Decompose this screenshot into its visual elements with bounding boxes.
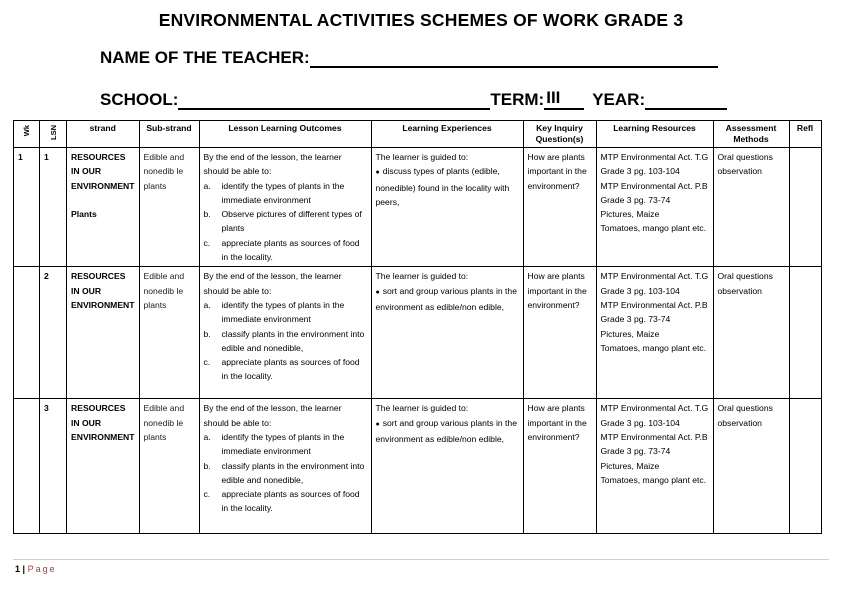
outcome-item: b. Observe pictures of different types of plants xyxy=(203,209,362,234)
outcomes-cell xyxy=(199,399,371,534)
inquiry-cell: How are plants important in the environment? xyxy=(523,148,596,267)
outcomes-cell xyxy=(199,267,371,399)
resources-cell xyxy=(596,267,713,399)
experiences-intro: The learner is guided to: xyxy=(375,403,469,414)
resource-line: Pictures, Maize xyxy=(600,460,660,471)
page-label: Page xyxy=(27,564,57,574)
reflection-cell[interactable] xyxy=(789,148,821,267)
lesson-cell: 1 xyxy=(40,148,67,267)
strand-subtitle: Plants xyxy=(71,208,97,219)
sub-strand-cell: Edible and nonedib le plants xyxy=(139,148,199,267)
outcome-item: c. appreciate plants as sources of food in the locality. xyxy=(203,237,360,263)
col-header-inquiry: Key Inquiry Question(s) xyxy=(523,121,596,148)
col-header-outcomes: Lesson Learning Outcomes xyxy=(199,121,371,148)
resource-line: Grade 3 pg. 103-104 xyxy=(600,417,680,428)
table-row xyxy=(14,148,822,267)
experiences-intro: The learner is guided to: xyxy=(375,152,469,162)
assessment-cell: Oral questions observation xyxy=(713,399,789,534)
schemes-of-work-table xyxy=(13,120,822,534)
strand-text: RESOURCES IN OUR ENVIRONMENT xyxy=(71,271,135,310)
outcomes-intro: By the end of the lesson, the learner should be able to: xyxy=(203,271,342,296)
resource-line: Grade 3 pg. 103-104 xyxy=(600,166,680,177)
experience-item: ● sort and group various plants in the environment as edible/non edible, xyxy=(376,416,519,447)
resource-line: Grade 3 pg. 73-74 xyxy=(600,446,671,457)
col-header-assessment: Assessment Methods xyxy=(713,121,789,148)
resource-line: Grade 3 pg. 73-74 xyxy=(600,314,671,325)
strand-cell xyxy=(67,267,140,399)
school-term-year-line xyxy=(100,88,727,110)
strand-cell xyxy=(67,399,140,534)
lesson-cell: 2 xyxy=(40,267,67,399)
experiences-intro: The learner is guided to: xyxy=(375,271,469,282)
teacher-label: NAME OF THE TEACHER: xyxy=(100,48,310,67)
year-label: YEAR: xyxy=(592,90,646,109)
resource-line: Pictures, Maize xyxy=(600,328,660,339)
week-cell: 1 xyxy=(14,148,40,267)
resource-line: Grade 3 pg. 103-104 xyxy=(600,285,680,296)
col-header-refl: Refl xyxy=(789,121,821,148)
outcomes-intro: By the end of the lesson, the learner should be able to: xyxy=(203,403,342,428)
inquiry-cell: How are plants important in the environment? xyxy=(523,399,596,534)
inquiry-cell: How are plants important in the environment? xyxy=(523,267,596,399)
table-row xyxy=(14,399,822,534)
term-label: TERM: xyxy=(490,90,545,109)
col-header-sub-strand: Sub-strand xyxy=(139,121,199,148)
col-header-strand: strand xyxy=(67,121,140,148)
experience-item: ● discuss types of plants (edible, nonedible) found in the locality with peers, xyxy=(376,164,519,209)
year-field[interactable] xyxy=(645,92,727,110)
footer-divider xyxy=(13,559,829,560)
outcome-item: a. identify the types of plants in the immediate environment xyxy=(203,180,345,205)
strand-text: RESOURCES IN OUR ENVIRONMENT xyxy=(71,403,135,442)
reflection-cell[interactable] xyxy=(789,267,821,399)
lesson-cell: 3 xyxy=(40,399,67,534)
resource-line: MTP Environmental Act. P.B xyxy=(600,431,708,442)
strand-cell xyxy=(67,148,140,267)
resource-line: Tomatoes, mango plant etc. xyxy=(600,223,707,234)
experiences-cell xyxy=(371,267,523,399)
page-footer xyxy=(15,564,57,574)
outcomes-list xyxy=(204,430,367,516)
resource-line: Pictures, Maize xyxy=(600,209,660,220)
strand-text: RESOURCES IN OUR ENVIRONMENT xyxy=(71,152,135,191)
experiences-cell xyxy=(371,399,523,534)
resource-line: MTP Environmental Act. T.G xyxy=(600,152,709,162)
outcome-item: c. appreciate plants as sources of food in the locality. xyxy=(203,489,360,514)
col-header-wk: Wk xyxy=(14,121,40,148)
outcome-item: b. classify plants in the environment into edible and nonedible, xyxy=(203,328,365,353)
resource-line: Tomatoes, mango plant etc. xyxy=(600,474,707,485)
sub-strand-cell: Edible and nonedib le plants xyxy=(139,399,199,534)
col-header-experiences: Learning Experiences xyxy=(371,121,523,148)
outcomes-cell xyxy=(199,148,371,267)
assessment-cell: Oral questions observation xyxy=(713,267,789,399)
resources-cell xyxy=(596,148,713,267)
outcome-item: a. identify the types of plants in the immediate environment xyxy=(203,431,345,457)
experience-item: ● sort and group various plants in the environment as edible/non edible, xyxy=(376,284,519,315)
teacher-name-line xyxy=(100,48,718,68)
week-cell xyxy=(14,267,40,399)
sub-strand-cell: Edible and nonedib le plants xyxy=(139,267,199,399)
col-header-resources: Learning Resources xyxy=(596,121,713,148)
school-field[interactable] xyxy=(178,92,490,110)
table-header-row xyxy=(14,121,822,148)
resource-line: MTP Environmental Act. T.G xyxy=(600,271,709,282)
outcome-item: b. classify plants in the environment into edible and nonedible, xyxy=(203,460,365,485)
outcomes-list xyxy=(204,298,367,384)
teacher-name-field[interactable] xyxy=(310,50,718,68)
school-label: SCHOOL: xyxy=(100,90,179,109)
resource-line: MTP Environmental Act. P.B xyxy=(600,299,708,310)
week-cell xyxy=(14,399,40,534)
outcome-item: c. appreciate plants as sources of food in the locality. xyxy=(203,357,360,382)
resource-line: Tomatoes, mango plant etc. xyxy=(600,342,707,353)
resources-cell xyxy=(596,399,713,534)
resource-line: MTP Environmental Act. P.B xyxy=(600,180,708,191)
col-header-lsn: LSN xyxy=(40,121,67,148)
term-value[interactable]: III xyxy=(544,88,584,110)
experiences-cell xyxy=(371,148,523,267)
assessment-cell: Oral questions observation xyxy=(713,148,789,267)
reflection-cell[interactable] xyxy=(789,399,821,534)
resource-line: Grade 3 pg. 73-74 xyxy=(600,194,671,205)
document-title: ENVIRONMENTAL ACTIVITIES SCHEMES OF WORK GRADE 3 xyxy=(158,10,684,30)
outcomes-list xyxy=(204,179,367,265)
page-separator: | xyxy=(22,564,26,574)
outcome-item: a. identify the types of plants in the immediate environment xyxy=(203,299,345,325)
outcomes-intro: By the end of the lesson, the learner should be able to: xyxy=(203,152,342,177)
table-row xyxy=(14,267,822,399)
resource-line: MTP Environmental Act. T.G xyxy=(600,403,709,414)
page-number: 1 xyxy=(15,564,21,574)
